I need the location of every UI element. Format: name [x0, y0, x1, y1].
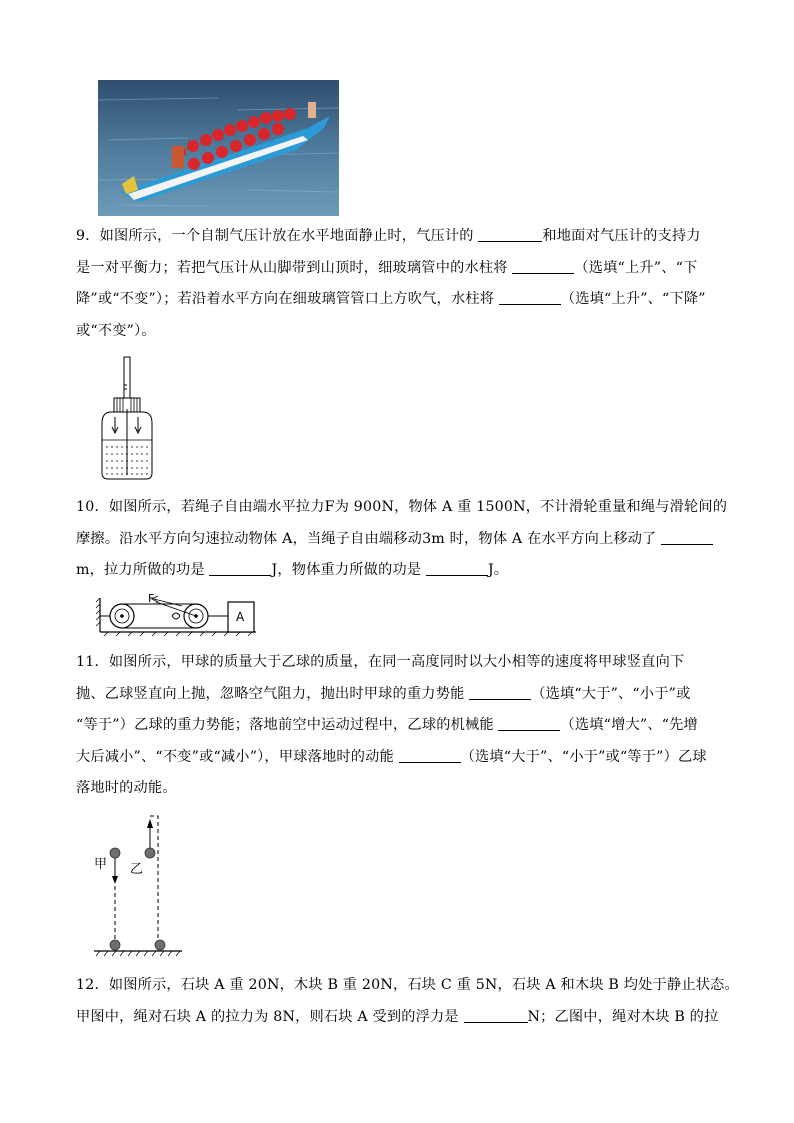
answer-blank: [499, 289, 561, 305]
q11-line1: 11．如图所示，甲球的质量大于乙球的质量，在同一高度同时以大小相等的速度将甲球竖直向下: [76, 654, 685, 670]
q9-line3b: （选填“上升”、“下降”: [560, 291, 706, 307]
q12-line1: 12．如图所示，石块 A 重 20N，木块 B 重 20N，石块 C 重 5N，石块 A 和木块 B 均处于静止状态。: [76, 977, 739, 993]
q9-line1a: 9．如图所示，一个自制气压计放在水平地面静止时，气压计的: [76, 228, 479, 244]
q12-line2b: N；乙图中，绳对木块 B 的拉: [527, 1008, 719, 1025]
q9-line4: 或“不变”）。: [76, 322, 156, 339]
answer-blank: [478, 226, 542, 242]
ball-yi-label: 乙: [130, 862, 144, 877]
q11-line2b: （选填“大于”、“小于”或: [531, 685, 691, 702]
q9-line3a: 降”或“不变”）；若沿着水平方向在细玻璃管管口上方吹气，水柱将: [76, 291, 499, 307]
q11-line4a: 大后减小”、“不变”或“减小”），甲球落地时的动能: [76, 748, 399, 765]
answer-blank: [399, 747, 461, 763]
answer-blank: [661, 529, 713, 545]
q9-line2b: （选填“上升”、“下: [574, 259, 698, 276]
q11-line4b: （选填“大于”、“小于”或“等于”）乙球: [460, 748, 707, 765]
answer-blank: [512, 258, 574, 274]
q10-line3c: J。: [487, 562, 509, 578]
q11-line3a: “等于”）乙球的重力势能；落地前空中运动过程中，乙球的机械能: [76, 717, 499, 733]
ball-jia-label: 甲: [94, 857, 108, 872]
force-label: F: [148, 592, 155, 605]
answer-blank: [426, 560, 488, 576]
answer-blank: [464, 1007, 528, 1023]
q11-line2a: 抛、乙球竖直向上抛，忽略空气阻力，抛出时甲球的重力势能: [76, 685, 470, 702]
answer-blank: [498, 715, 560, 731]
q11-line5: 落地时的动能。: [76, 780, 177, 796]
q11-line3b: （选填“增大”、“先增: [560, 717, 698, 733]
q10-line3b: J，物体重力所做的功是: [271, 562, 426, 578]
question-12: [76, 970, 739, 1033]
q10-line1: 10．如图所示，若绳子自由端水平拉力F为 900N，物体 A 重 1500N，不计滑轮重量和绳与滑轮间的: [76, 499, 728, 515]
q10-line2a: 摩擦。沿水平方向匀速拉动物体 A，当绳子自由端移动3m 时，物体 A 在水平方向上移动了: [76, 530, 662, 547]
barometer-figure: [98, 355, 158, 483]
q9-line1b: 和地面对气压计的支持力: [542, 228, 701, 244]
answer-blank: [469, 684, 531, 700]
dragon-boat-photo: [98, 80, 339, 216]
q10-line3a: m，拉力所做的功是: [76, 562, 210, 578]
q12-line2a: 甲图中，绳对石块 A 的拉力为 8N，则石块 A 受到的浮力是: [76, 1008, 464, 1025]
balls-figure: [90, 810, 186, 965]
question-11: [76, 647, 722, 805]
pulley-figure: [96, 590, 258, 640]
question-9: [76, 221, 722, 347]
question-10: [76, 492, 728, 587]
answer-blank: [209, 560, 271, 576]
block-label: A: [236, 610, 245, 624]
q9-line2a: 是一对平衡力；若把气压计从山脚带到山顶时，细玻璃管中的水柱将: [76, 259, 513, 276]
